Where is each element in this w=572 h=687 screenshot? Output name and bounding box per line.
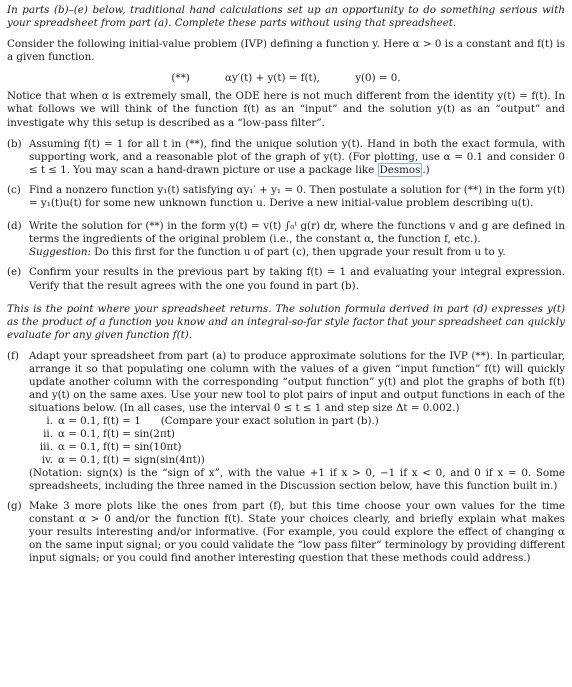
part-d-text-main: Write the solution for (**) in the form y(t) = v(t) [29, 220, 285, 233]
part-d [7, 220, 565, 259]
part-d-integral: ∫₀ᵗ g(r) dr [284, 220, 334, 233]
suggestion-text: Do this first for the function u of part (c), then upgrade your result from u to y. [90, 246, 506, 259]
part-f-label: (f) [7, 349, 19, 362]
part-e-label: (e) [7, 266, 22, 279]
part-c [7, 184, 565, 210]
part-b-text [29, 138, 565, 177]
part-f-text: Adapt your spreadsheet from part (a) to produce approximate solutions for the IVP (**). In particular, arrange it so that populating one column with the values of a given “input function” f(t) will quickly update another column with the corresponding “output function” y(t) and plot the graphs of both f(t) and y(t) on the same axes. Use your new tool to plot pairs of input and output functions in each of the situations below. (In all cases, use the interval 0 ≤ t ≤ 1 and step size Δt = 0.002.) [29, 349, 565, 415]
part-e-text: Confirm your results in the previous part by taking f(t) = 1 and evaluating your integral expression. Verify that the result agrees with the one you found in part (b). [29, 266, 565, 292]
desmos-link[interactable]: Desmos [379, 163, 421, 176]
part-g-label: (g) [7, 499, 22, 512]
equation-ode: αy′(t) + y(t) = f(t), [225, 72, 320, 85]
part-f-cases [37, 415, 565, 466]
equation-tag: (**) [171, 72, 190, 85]
ivp-equation [7, 72, 565, 84]
transition-paragraph: This is the point where your spreadsheet returns. The solution formula derived in part (d) expresses y(t) as the product of a function you know and an integral-so-far style factor that your spreadsheet can quickly evaluate for any given function f(t). [7, 302, 565, 341]
part-e [7, 266, 565, 292]
part-g-text: Make 3 more plots like the ones from part (f), but this time choose your own values for the time constant α > 0 and/or the function f(t). State your choices clearly, and briefly explain what makes your results interesting and/or informative. (For example, you could explore the effect of changing α on the same input signal; or you could validate the “low pass filter” terminology by providing different input signals; or you could find another interesting question that these methods could address.) [29, 499, 565, 565]
part-d-label: (d) [7, 220, 22, 233]
part-f [7, 350, 565, 493]
part-b [7, 138, 565, 177]
case-item: iii. α = 0.1, f(t) = sin(10πt) [39, 440, 182, 453]
part-b-label: (b) [7, 137, 22, 150]
case-item: ii. α = 0.1, f(t) = sin(2πt) [43, 428, 175, 441]
equation-initial: y(0) = 0. [355, 72, 401, 85]
case-item: i. α = 0.1, f(t) = 1 (Compare your exact solution in part (b).) [46, 415, 379, 428]
part-g [7, 500, 565, 565]
intro-paragraph: In parts (b)–(e) below, traditional hand calculations set up an opportunity to do something serious with your spreadsheet from part (a). Complete these parts without using that spreadsheet. [7, 4, 565, 30]
case-item: iv. α = 0.1, f(t) = sign(sin(4πt)) [41, 453, 205, 466]
part-b-text-end: .) [422, 163, 430, 176]
part-d-text-rest: , where the functions v and g are defined in terms the ingredients of the original problem (i.e., the constant α, the function f, etc.). [29, 220, 565, 246]
problem-statement: Consider the following initial-value problem (IVP) defining a function y. Here α > 0 is a constant and f(t) is a given function. [7, 38, 565, 64]
part-d-text [29, 220, 565, 259]
notice-paragraph: Notice that when α is extremely small, the ODE here is not much different from the identity y(t) = f(t). In what follows we will think of the function f(t) as an “input” and the solution y(t) as an “output” and investigate why this setup is described as a “low-pass filter”. [7, 90, 565, 129]
notation-text: (Notation: sign(x) is the “sign of x”, with the value +1 if x > 0, −1 if x < 0, and 0 if x = 0. Some spreadsheets, including the three named in the Discussion section below, have this function built in.) [29, 466, 565, 492]
part-c-text: Find a nonzero function y₁(t) satisfying αy₁′ + y₁ = 0. Then postulate a solution for (**) in the form y(t) = y₁(t)u(t) for some new unknown function u. Derive a new initial-value problem describing u(t). [29, 183, 565, 210]
part-c-label: (c) [7, 183, 21, 196]
part-b-text-main: Assuming f(t) = 1 for all t in (**), find the unique solution y(t). Hand in both the exact formula, with supporting work, and a reasonable plot of the graph of y(t). (For plotting, use α = 0.1 and consider 0 ≤ t ≤ 1. You may scan a hand-drawn picture or use a package like [29, 137, 565, 176]
suggestion-label: Suggestion: [29, 246, 91, 259]
